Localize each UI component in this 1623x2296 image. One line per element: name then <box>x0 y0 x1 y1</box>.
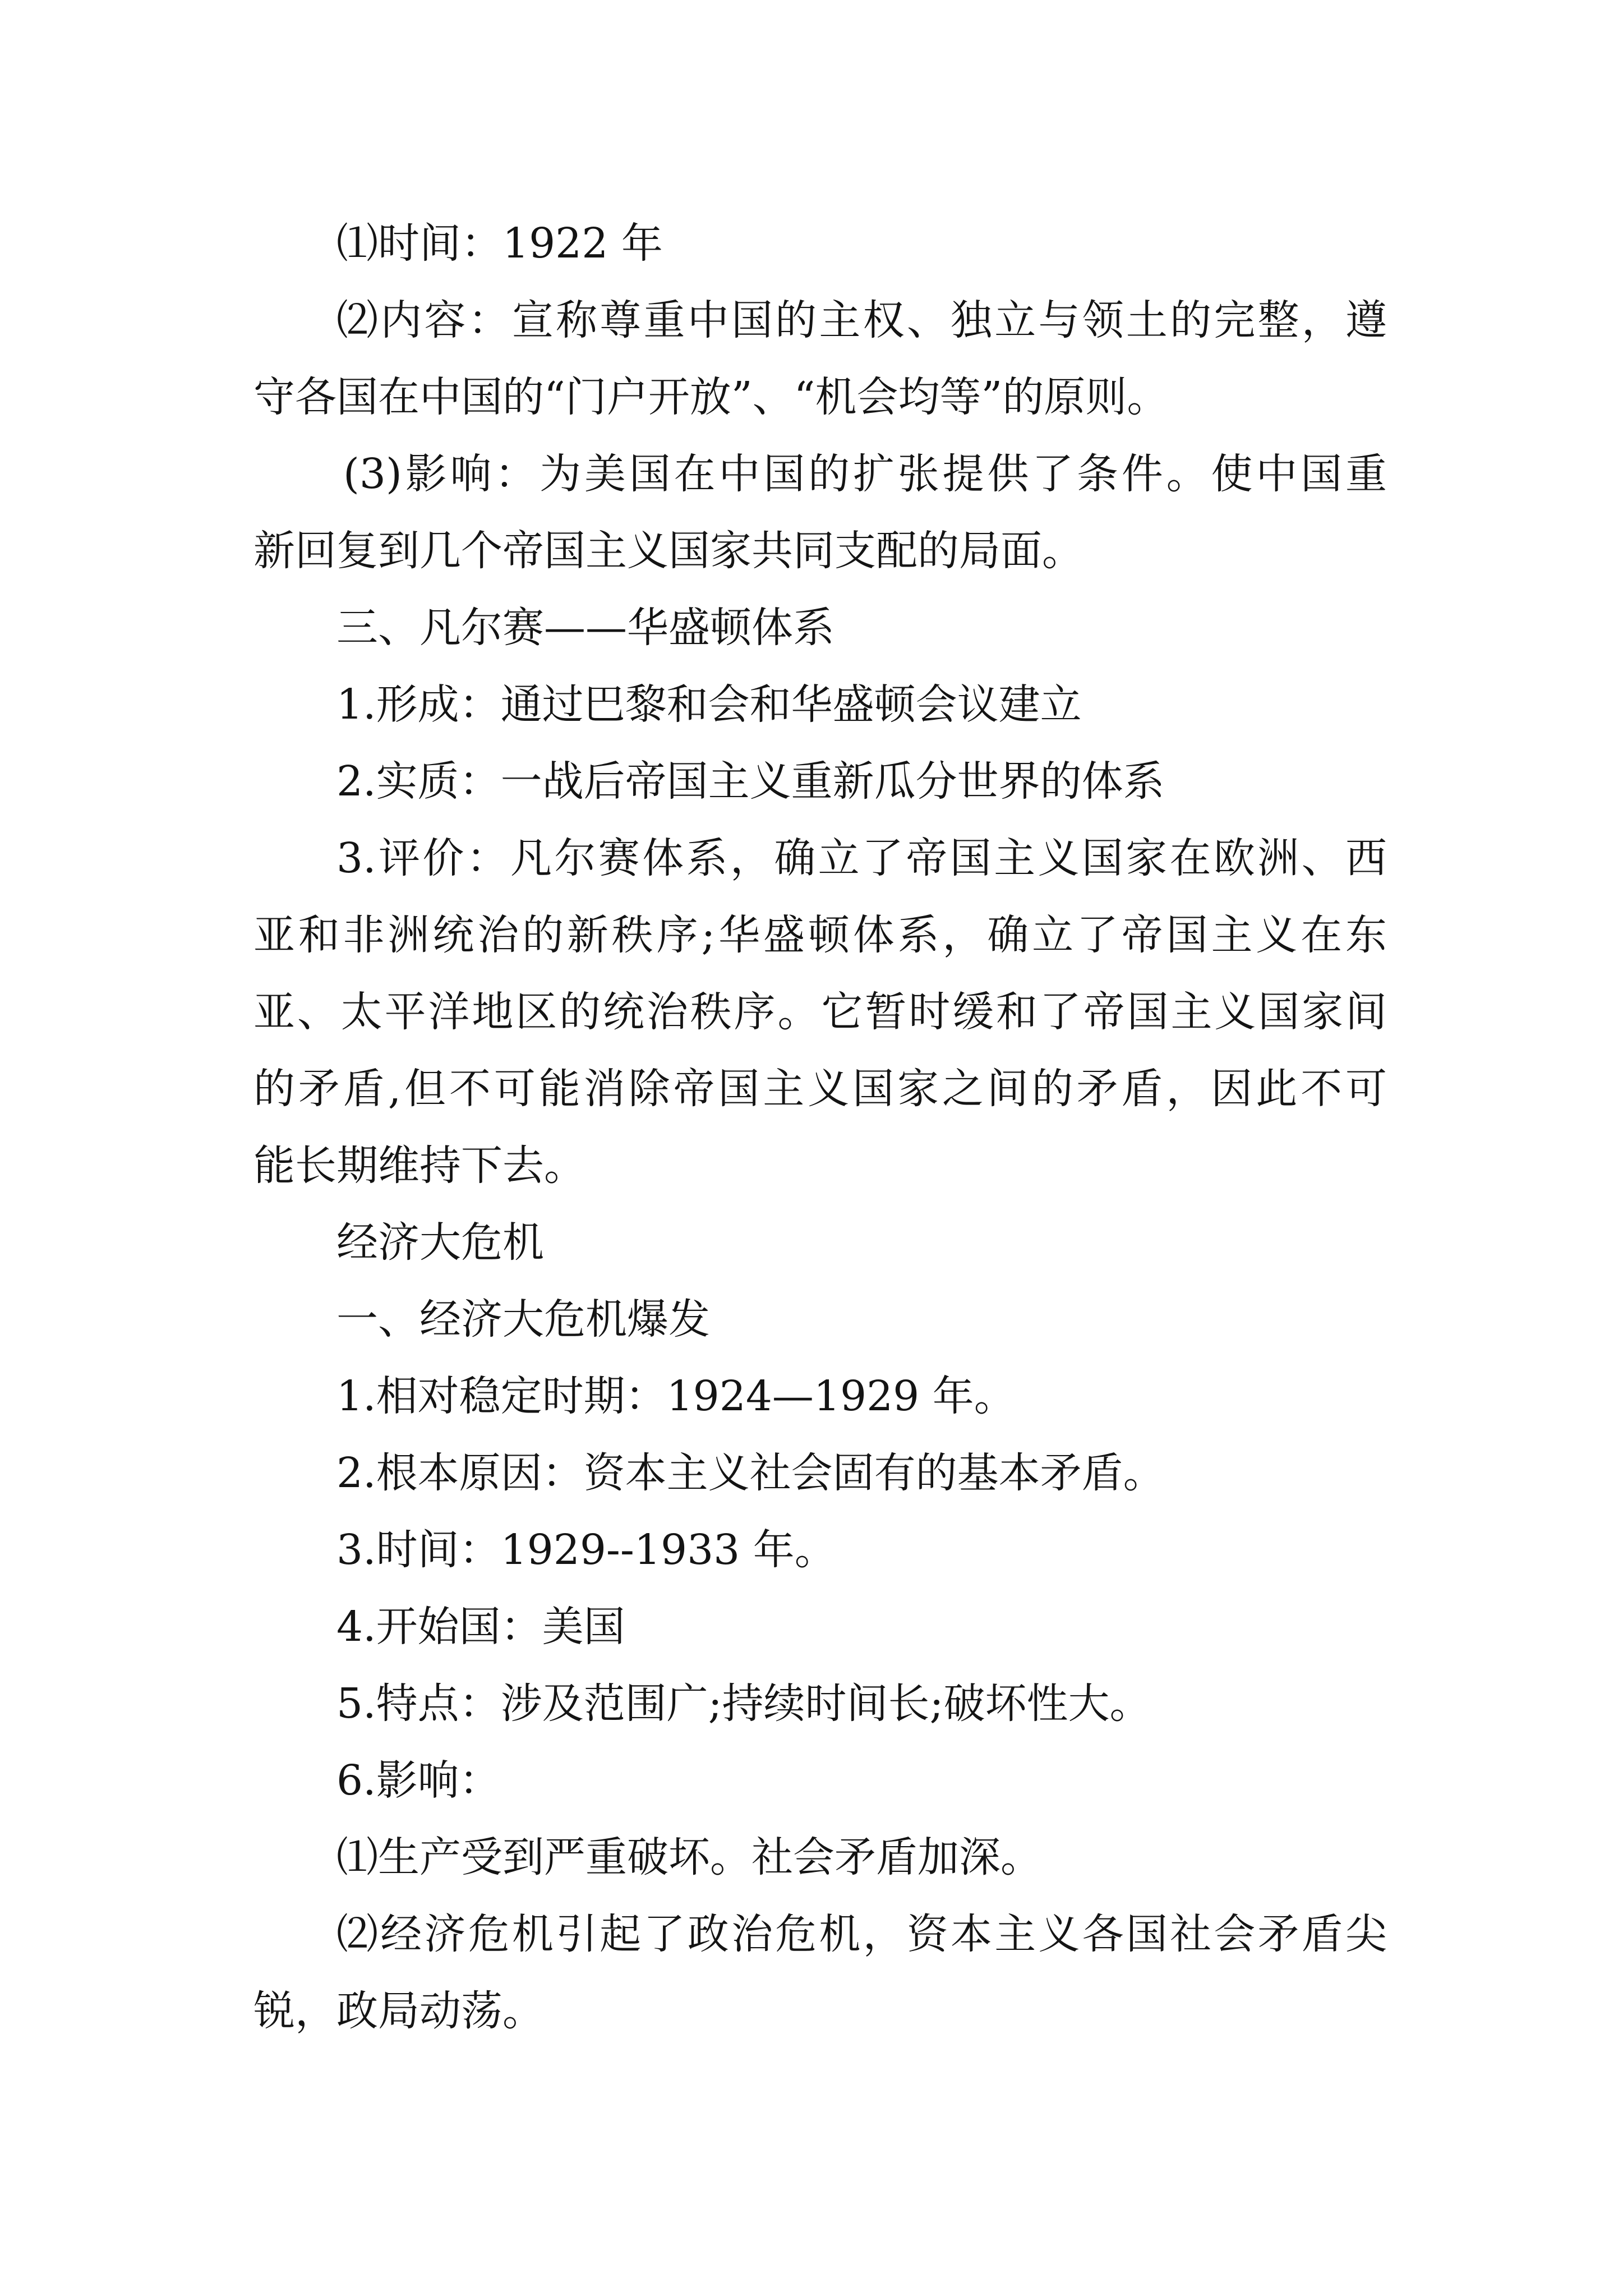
paragraph-treaty-content <box>253 282 1387 436</box>
section-heading-versailles-washington <box>253 590 1387 666</box>
paragraph-evaluation <box>253 820 1387 1204</box>
paragraph-stable-period <box>253 1358 1387 1435</box>
text-line: 1.形成：通过巴黎和会和华盛顿会议建立 <box>336 680 1082 729</box>
text-line: 的矛盾,但不可能消除帝国主义国家之间的矛盾，因此不可 <box>253 1065 1387 1113</box>
text-line: 3.时间：1929--1933 年。 <box>336 1526 836 1574</box>
text-line: 能长期维持下去。 <box>253 1142 585 1190</box>
section-heading-crisis-outbreak <box>253 1281 1387 1358</box>
text-line: 2.根本原因：资本主义社会固有的基本矛盾。 <box>336 1449 1165 1497</box>
paragraph-formation <box>253 666 1387 743</box>
section-title-economic-crisis <box>253 1204 1387 1281</box>
text-line: ⑴生产受到严重破坏。社会矛盾加深。 <box>336 1833 1042 1881</box>
document-page <box>253 205 1387 2050</box>
text-line: 一、经济大危机爆发 <box>336 1295 710 1343</box>
text-line: ⑴时间：1922 年 <box>336 219 663 268</box>
paragraph-root-cause <box>253 1435 1387 1512</box>
paragraph-features <box>253 1665 1387 1742</box>
text-line: 3.评价：凡尔赛体系，确立了帝国主义国家在欧洲、西 <box>336 834 1387 882</box>
text-line: 4.开始国：美国 <box>336 1603 625 1651</box>
text-line: 亚、太平洋地区的统治秩序。它暂时缓和了帝国主义国家间 <box>253 988 1387 1036</box>
text-line: ⑵经济危机引起了政治危机，资本主义各国社会矛盾尖 <box>336 1910 1387 1958</box>
paragraph-crisis-time <box>253 1512 1387 1589</box>
paragraph-impact-heading <box>253 1742 1387 1819</box>
text-line: ⑵内容：宣称尊重中国的主权、独立与领土的完整，遵 <box>336 296 1387 344</box>
paragraph-impact-politics <box>253 1896 1387 2050</box>
text-line: 三、凡尔赛——华盛顿体系 <box>336 604 834 652</box>
text-line: 亚和非洲统治的新秩序;华盛顿体系，确立了帝国主义在东 <box>253 911 1387 959</box>
paragraph-starting-country <box>253 1589 1387 1665</box>
paragraph-treaty-impact <box>253 436 1387 590</box>
paragraph-treaty-time <box>253 205 1387 282</box>
text-line: 2.实质：一战后帝国主义重新瓜分世界的体系 <box>336 757 1165 806</box>
text-line: 新回复到几个帝国主义国家共同支配的局面。 <box>253 527 1083 575</box>
paragraph-impact-production <box>253 1819 1387 1896</box>
text-line: 经济大危机 <box>336 1218 544 1267</box>
text-line: (3)影响：为美国在中国的扩张提供了条件。使中国重 <box>343 450 1387 498</box>
text-line: 6.影响： <box>336 1756 501 1805</box>
text-line: 守各国在中国的“门户开放”、“机会均等”的原则。 <box>253 373 1169 421</box>
paragraph-essence <box>253 743 1387 820</box>
text-line: 5.特点：涉及范围广;持续时间长;破坏性大。 <box>336 1680 1151 1728</box>
text-line: 锐，政局动荡。 <box>253 1987 544 2035</box>
text-line: 1.相对稳定时期：1924—1929 年。 <box>336 1372 1016 1420</box>
